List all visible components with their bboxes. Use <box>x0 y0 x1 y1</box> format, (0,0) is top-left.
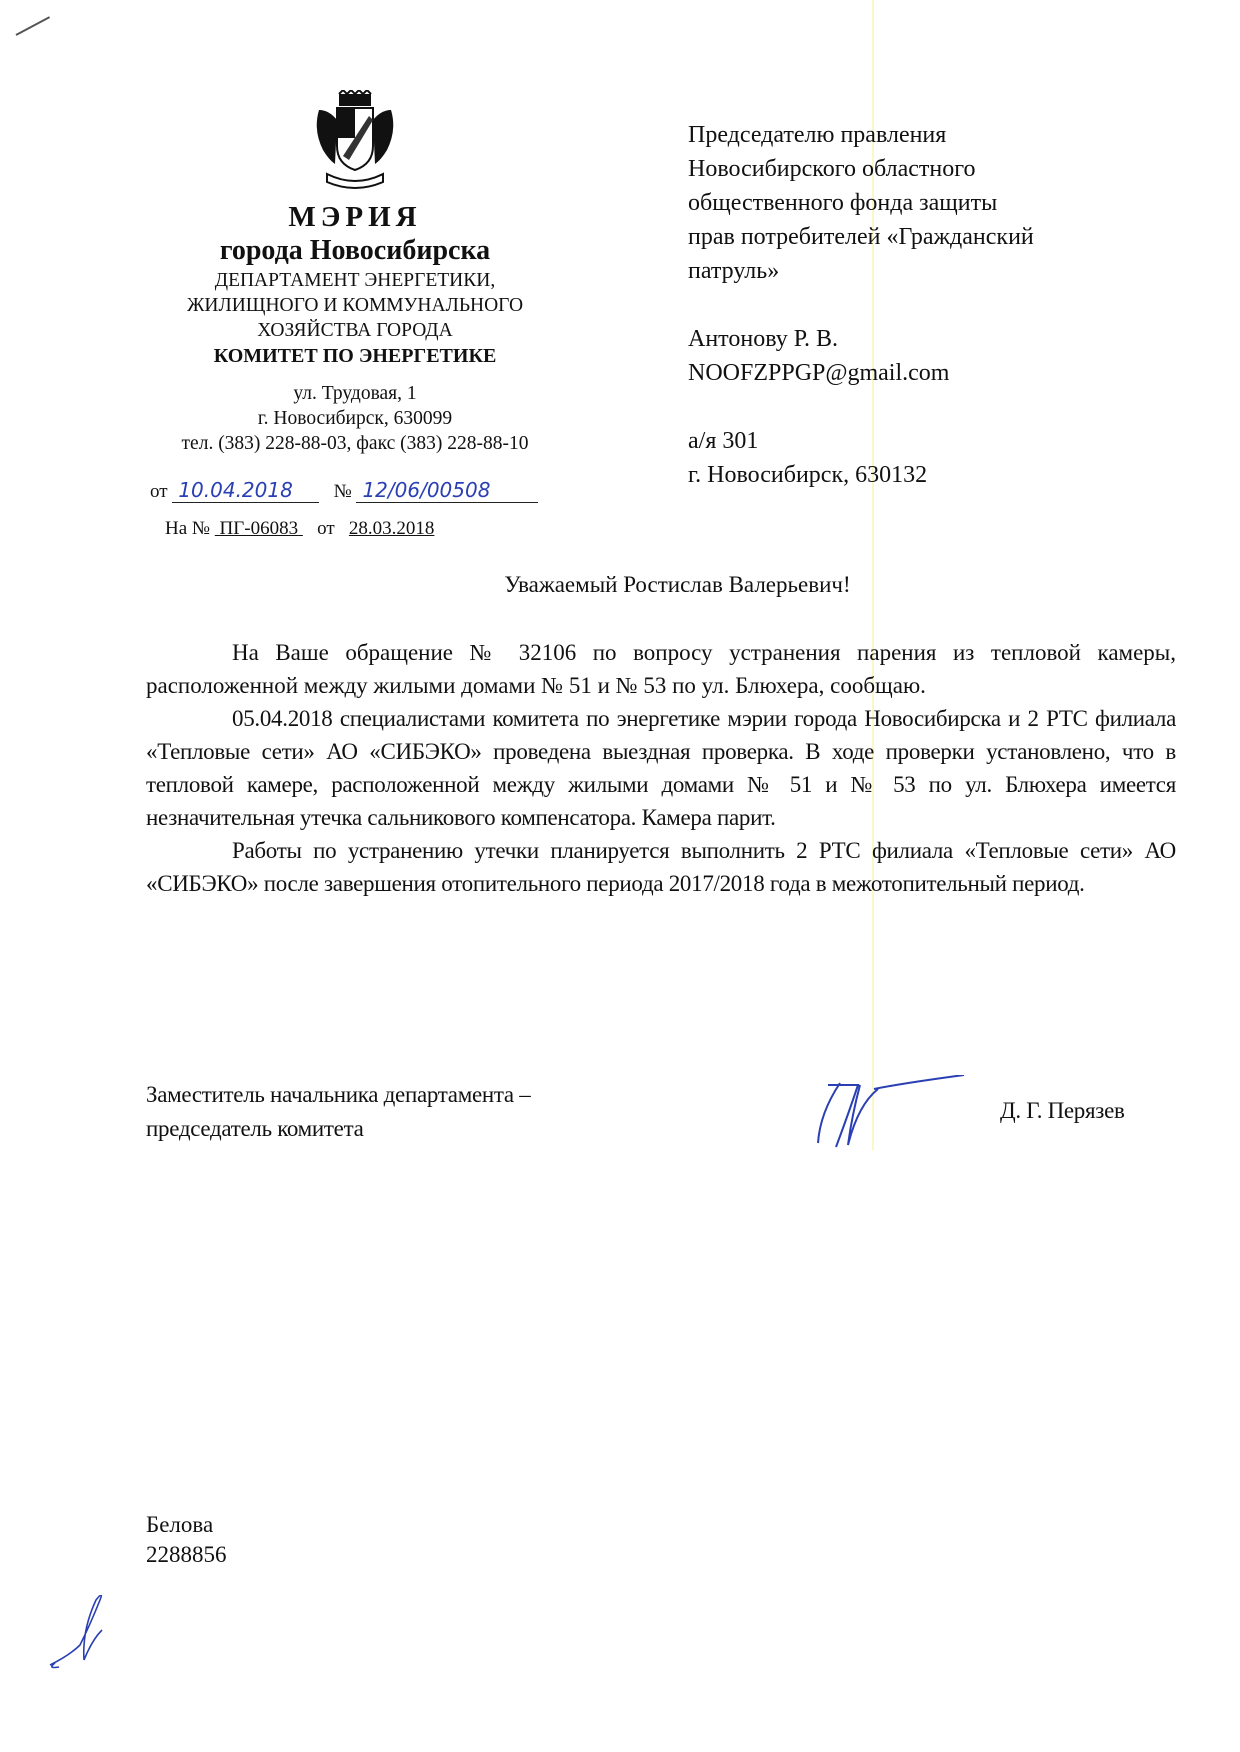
addressee-po-box: а/я 301 <box>688 428 759 454</box>
executor-block <box>146 1510 227 1570</box>
addressee-line: патруль» <box>688 258 780 284</box>
outgoing-date: 10.04.2018 <box>172 478 319 503</box>
date-label: от <box>150 481 168 502</box>
addressee-line: прав потребителей «Гражданский <box>688 224 1034 250</box>
city-name: города Новосибирска <box>219 235 491 266</box>
scan-corner-mark <box>16 16 50 36</box>
department-line: ЖИЛИЩНОГО И КОММУНАЛЬНОГО <box>186 295 524 316</box>
outgoing-number: 12/06/00508 <box>356 478 538 503</box>
addressee-email: NOOFZPPGP@gmail.com <box>688 360 950 386</box>
coat-of-arms-icon <box>309 90 401 190</box>
ref-number-text: ПГ-06083 <box>219 518 299 539</box>
signatory-name: Д. Г. Перязев <box>1000 1098 1125 1123</box>
letter-body <box>146 636 1176 900</box>
executor-name: Белова <box>146 1512 214 1537</box>
executor-phone: 2288856 <box>146 1542 227 1567</box>
ref-date: 28.03.2018 <box>348 518 435 539</box>
addressee-line: Новосибирского областного <box>688 156 976 182</box>
signatory-title-line: Заместитель начальника департамента – <box>146 1082 531 1107</box>
handwritten-initials-icon <box>45 1595 125 1675</box>
ref-label: На № <box>165 518 211 539</box>
ref-number <box>215 518 303 539</box>
signatory-title-line: председатель комитета <box>146 1116 364 1141</box>
addressee-name: Антонову Р. В. <box>688 326 839 352</box>
address-line: ул. Трудовая, 1 <box>293 383 417 404</box>
handwritten-signature-icon <box>800 1075 970 1155</box>
addressee-city: г. Новосибирск, 630132 <box>688 462 928 488</box>
department-line: ДЕПАРТАМЕНТ ЭНЕРГЕТИКИ, <box>214 270 496 291</box>
greeting: Уважаемый Ростислав Валерьевич! <box>504 572 851 597</box>
number-label: № <box>333 481 352 502</box>
mayor-office-title: МЭРИЯ <box>288 201 422 233</box>
addressee-line: общественного фонда защиты <box>688 190 998 216</box>
address-line: г. Новосибирск, 630099 <box>257 408 453 429</box>
phone-fax-line: тел. (383) 228-88-03, факс (383) 228-88-10 <box>181 433 529 454</box>
body-paragraph: Работы по устранению утечки планируется выполнить 2 РТС филиала «Тепловые сети» АО «СИБЭКО» после завершения отопительного периода 2017/2018 года в межотопительный период. <box>146 838 1176 896</box>
body-paragraph: На Ваше обращение № 32106 по вопросу устранения парения из тепловой камеры, расположенной между жилыми домами № 51 и № 53 по ул. Блюхера, сообщаю. <box>146 640 1176 698</box>
ref-date-label: от <box>317 518 335 539</box>
committee-name: КОМИТЕТ ПО ЭНЕРГЕТИКЕ <box>213 345 497 367</box>
reference-line <box>165 518 434 540</box>
department-line: ХОЗЯЙСТВА ГОРОДА <box>257 320 453 341</box>
registration-line <box>150 478 538 503</box>
body-paragraph: 05.04.2018 специалистами комитета по энергетике мэрии города Новосибирска и 2 РТС филиала «Тепловые сети» АО «СИБЭКО» проведена выездная проверка. В ходе проверки установлено, что в тепловой камере, расположенной между жилыми домами № 51 и № 53 по ул. Блюхера имеется незначительная утечка сальникового компенсатора. Камера парит. <box>146 706 1176 830</box>
signatory-title <box>146 1078 530 1146</box>
addressee-line: Председателю правления <box>688 122 947 148</box>
addressee-block <box>688 118 1168 492</box>
letterhead <box>140 90 570 456</box>
